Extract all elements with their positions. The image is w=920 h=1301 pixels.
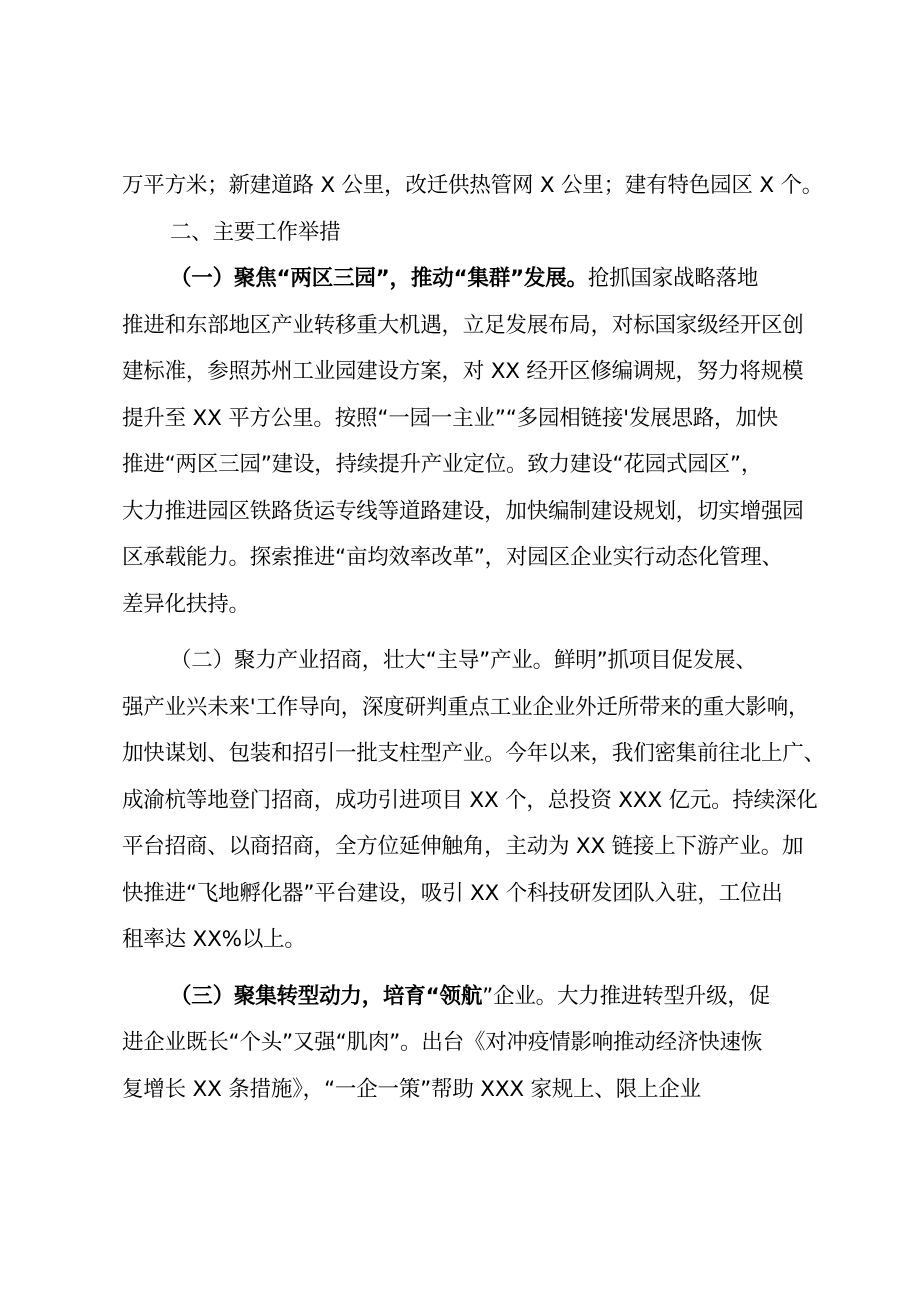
paragraph-3-first-line xyxy=(122,974,822,1021)
paragraph-1-line: 大力推进园区铁路货运专线等道路建设，加快编制建设规划，切实增强园 xyxy=(122,498,804,524)
paragraph-1-line: 推进“两区三园”建设，持续提升产业定位。致力建设“花园式园区”， xyxy=(122,452,763,477)
paragraph-1-line: 建标准，参照苏州工业园建设方案，对 XX 经开区修编调规，努力将规模 xyxy=(122,359,804,384)
paragraph-1-first-line-rest: 抢抓国家战略落地 xyxy=(587,266,759,291)
paragraph-3-first-line-rest: ”企业。大力推进转型升级，促 xyxy=(482,983,770,1009)
paragraph-1-line: 提升至 XX 平方公里。按照“一园一主业”“多园相链接'发展思路，加快 xyxy=(122,405,778,431)
paragraph-2-line: 快推进“飞地孵化器”平台建设，吸引 XX 个科技研发团队入驻，工位出 xyxy=(122,880,783,906)
paragraph-1-lead: （一）聚焦“两区三园”，推动“集群”发展。 xyxy=(170,266,588,291)
paragraph-1-line: 区承载能力。探索推进“亩均效率改革”，对园区企业实行动态化管理、 xyxy=(122,545,783,570)
paragraph-2-line: 平台招商、以商招商，全方位延伸触角，主动为 XX 链接上下游产业。加 xyxy=(122,834,804,859)
paragraph-2-line: 加快谋划、包装和招引一批支柱型产业。今年以来，我们密集前往北上广、 xyxy=(122,741,825,766)
paragraph-1-line: 差异化扶持。 xyxy=(122,591,250,617)
paragraph-3-line: 进企业既长“个头”又强“肌肉”。出台《对冲疫情影响推动经济快速恢 xyxy=(122,1030,763,1055)
document-body xyxy=(122,163,825,1113)
paragraph-3-lead: （三）聚集转型动力，培育“领航 xyxy=(170,983,483,1009)
paragraph-2-first-line: （二）聚力产业招商，壮大“主导”产业。鲜明”抓项目促发展、 xyxy=(170,648,757,673)
paragraph-1-first-line xyxy=(122,256,822,303)
paragraph-1-line: 推进和东部地区产业转移重大机遇，立足发展布局，对标国家级经开区创 xyxy=(122,312,804,338)
intro-line: 万平方米；新建道路 X 公里，改迁供热管网 X 公里；建有特色园区 X 个。 xyxy=(122,173,824,198)
paragraph-2-line: 成渝杭等地登门招商，成功引进项目 XX 个，总投资 XXX 亿元。持续深化 xyxy=(122,787,818,813)
paragraph-2-line: 租率达 XX%以上。 xyxy=(122,927,306,952)
paragraph-2-line: 强产业兴未来'工作导向，深度研判重点工业企业外迁所带来的重大影响， xyxy=(122,694,810,720)
section-heading: 二、主要工作举措 xyxy=(170,219,341,245)
paragraph-3-line: 复增长 XX 条措施》，“一企一策”帮助 XXX 家规上、限上企业 xyxy=(122,1076,701,1102)
